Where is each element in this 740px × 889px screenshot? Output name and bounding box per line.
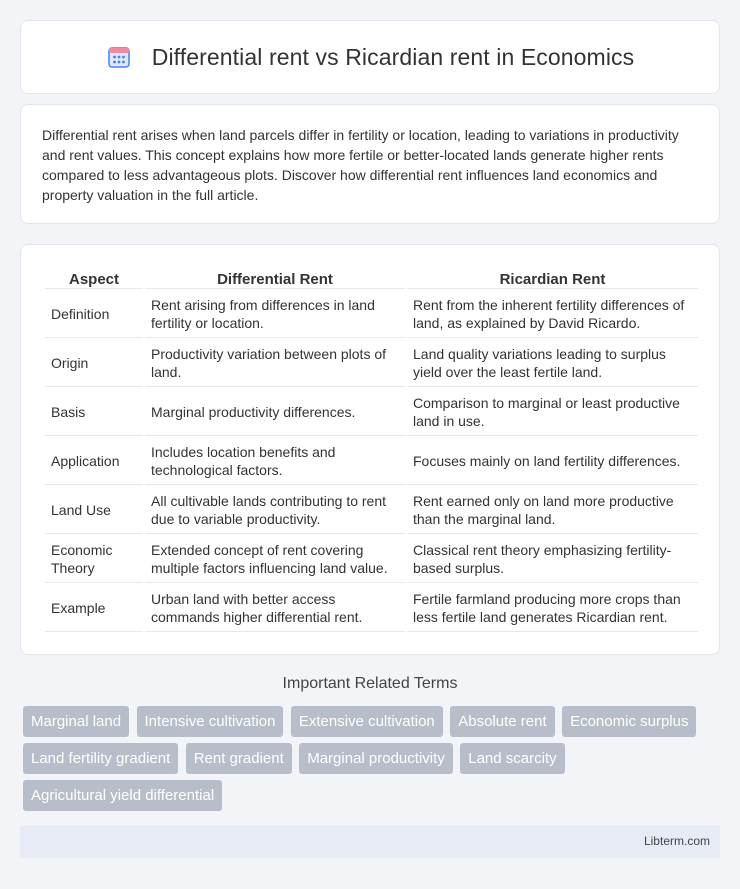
differential-cell: Extended concept of rent covering multiple factors influencing land value. (145, 536, 405, 583)
table-row (45, 291, 698, 338)
differential-cell: Productivity variation between plots of land. (145, 340, 405, 387)
ricardian-cell: Fertile farmland producing more crops than less fertile land generates Ricardian rent. (407, 585, 698, 632)
related-term-tag[interactable]: Agricultural yield differential (23, 780, 222, 811)
calendar-grid-icon (106, 44, 132, 70)
related-term-tag[interactable]: Marginal land (23, 706, 129, 737)
table-row (45, 389, 698, 436)
title-card (20, 20, 720, 94)
aspect-cell: Economic Theory (45, 536, 143, 583)
related-term-tag[interactable]: Economic surplus (562, 706, 696, 737)
column-header: Ricardian Rent (407, 267, 698, 289)
aspect-cell: Land Use (45, 487, 143, 534)
aspect-cell: Application (45, 438, 143, 485)
differential-cell: Marginal productivity differences. (145, 389, 405, 436)
differential-cell: All cultivable lands contributing to rent due to variable productivity. (145, 487, 405, 534)
differential-cell: Urban land with better access commands higher differential rent. (145, 585, 405, 632)
table-row (45, 585, 698, 632)
aspect-cell: Origin (45, 340, 143, 387)
footer (20, 825, 720, 858)
differential-cell: Rent arising from differences in land fertility or location. (145, 291, 405, 338)
table-row (45, 487, 698, 534)
ricardian-cell: Classical rent theory emphasizing fertility-based surplus. (407, 536, 698, 583)
related-terms-list (23, 706, 723, 817)
related-term-tag[interactable]: Intensive cultivation (137, 706, 284, 737)
ricardian-cell: Rent from the inherent fertility differences of land, as explained by David Ricardo. (407, 291, 698, 338)
ricardian-cell: Comparison to marginal or least productive land in use. (407, 389, 698, 436)
table-row (45, 536, 698, 583)
table-row (45, 438, 698, 485)
ricardian-cell: Focuses mainly on land fertility differences. (407, 438, 698, 485)
related-term-tag[interactable]: Extensive cultivation (291, 706, 443, 737)
aspect-cell: Basis (45, 389, 143, 436)
related-term-tag[interactable]: Land fertility gradient (23, 743, 178, 774)
intro-text: Differential rent arises when land parcels differ in fertility or location, leading to variations in productivity and rent values. This concept explains how more fertile or better-located lands generate higher rents compared to less advantageous plots. Discover how differential rent influences land economics and property valuation in the full article. (42, 127, 679, 203)
aspect-cell: Definition (45, 291, 143, 338)
intro-card (20, 104, 720, 224)
column-header: Differential Rent (145, 267, 405, 289)
related-term-tag[interactable]: Land scarcity (460, 743, 564, 774)
table-header-row (45, 267, 698, 289)
related-term-tag[interactable]: Marginal productivity (299, 743, 453, 774)
related-term-tag[interactable]: Rent gradient (186, 743, 292, 774)
ricardian-cell: Rent earned only on land more productive than the marginal land. (407, 487, 698, 534)
column-header: Aspect (45, 267, 143, 289)
related-term-tag[interactable]: Absolute rent (450, 706, 554, 737)
comparison-table-card (20, 244, 720, 655)
table-row (45, 340, 698, 387)
differential-cell: Includes location benefits and technological factors. (145, 438, 405, 485)
page-title: Differential rent vs Ricardian rent in Economics (151, 43, 635, 70)
aspect-cell: Example (45, 585, 143, 632)
ricardian-cell: Land quality variations leading to surplus yield over the least fertile land. (407, 340, 698, 387)
comparison-table (43, 265, 700, 634)
related-terms-heading: Important Related Terms (282, 675, 458, 692)
footer-site-link[interactable]: Libterm.com (643, 834, 710, 848)
